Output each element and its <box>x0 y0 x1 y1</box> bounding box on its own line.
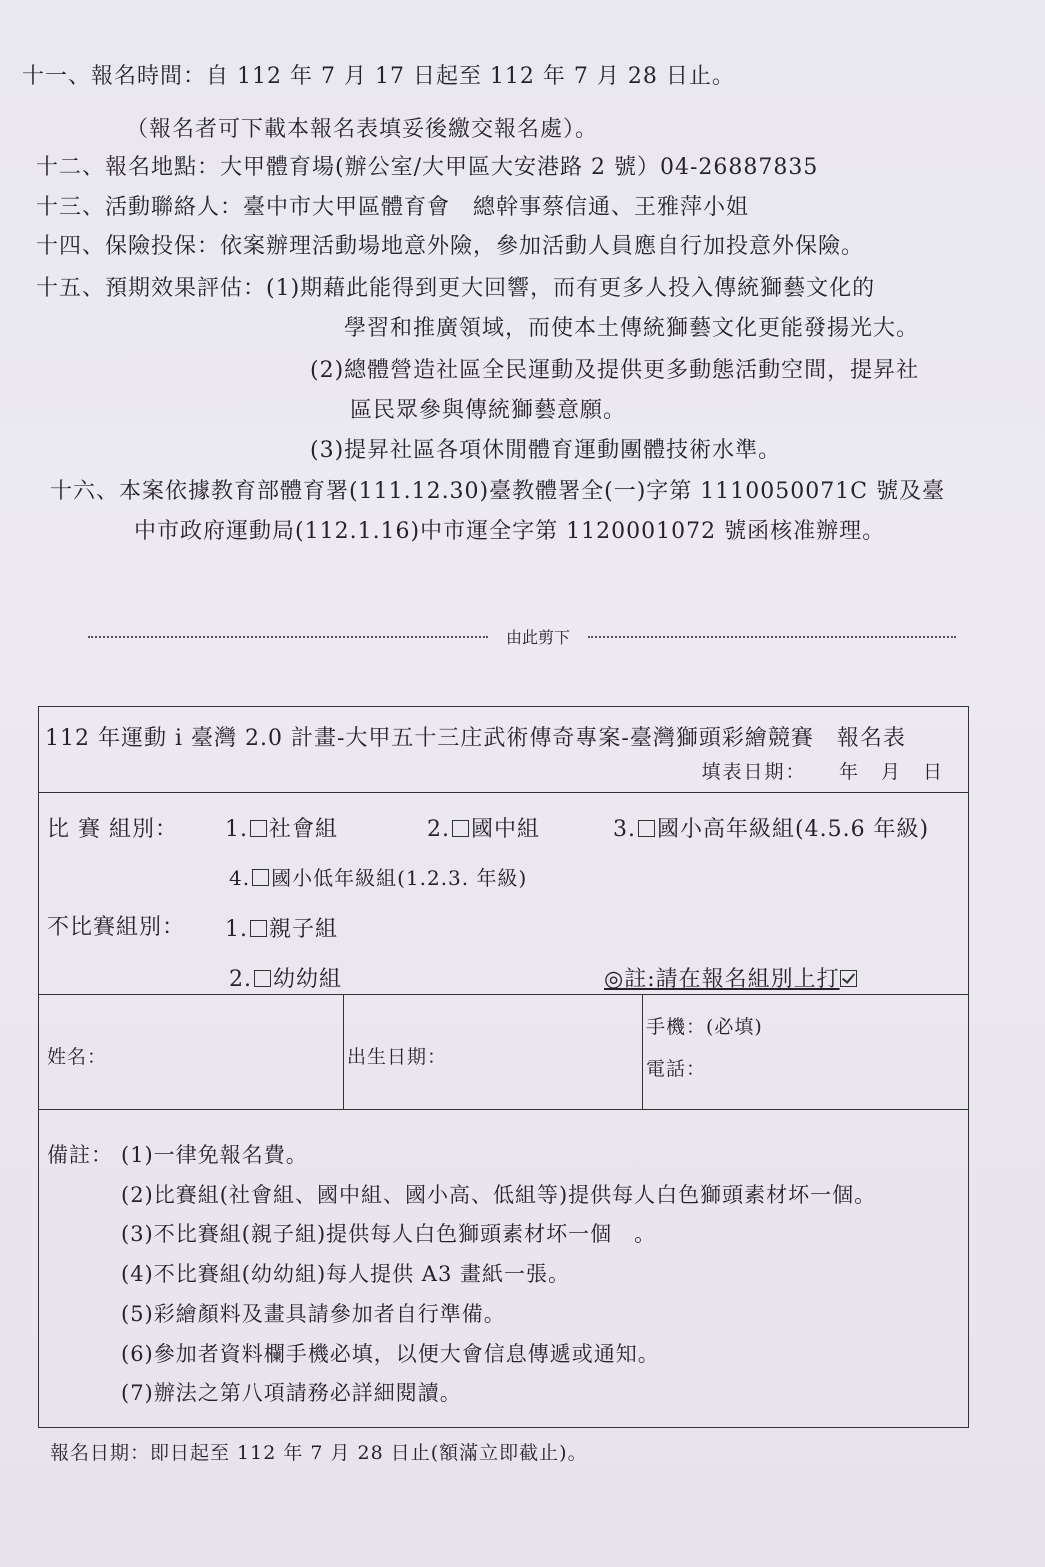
group-number: 3. <box>613 817 636 842</box>
note-item: (1)一律免報名費。 <box>121 1143 308 1167</box>
birth-cell[interactable] <box>343 994 643 1109</box>
fill-date[interactable]: 填表日期： 年 月 日 <box>701 761 944 783</box>
cut-line <box>88 626 956 650</box>
checkbox-preschool[interactable] <box>254 970 271 987</box>
note-item: (4)不比賽組(幼幼組)每人提供 A3 畫紙一張。 <box>121 1262 571 1286</box>
notes-title: 備註： <box>47 1143 113 1167</box>
checkbox-junior-high[interactable] <box>452 820 469 837</box>
checkbox-elementary-lower[interactable] <box>252 869 269 886</box>
checkbox-adult[interactable] <box>250 820 267 837</box>
section-registration-time: 十一、報名時間：自 112 年 7 月 17 日起至 112 年 7 月 28 日止。 <box>22 64 735 89</box>
section-legal-basis-cont: 中市政府運動局(112.1.16)中市運全字第 1120001072 號函核准辦理。 <box>134 519 886 544</box>
note-item: (2)比賽組(社會組、國中組、國小高、低組等)提供每人白色獅頭素材坏一個。 <box>121 1183 877 1207</box>
cut-dots-right <box>588 636 956 638</box>
note-item: (7)辦法之第八項請務必詳細閱讀。 <box>121 1381 462 1405</box>
cut-label: 由此剪下 <box>505 628 570 647</box>
group-number: 4. <box>229 866 251 890</box>
group-label: 親子組 <box>269 917 339 942</box>
mobile-label: 手機：(必填) <box>646 1016 763 1038</box>
check-instruction <box>604 962 857 993</box>
section-contact: 十三、活動聯絡人：臺中市大甲區體育會 總幹事蔡信通、王雅萍小姐 <box>36 195 750 220</box>
phone-cell[interactable] <box>642 994 968 1109</box>
group-label: 國小低年級組(1.2.3. 年級) <box>271 866 528 890</box>
section-registration-note: （報名者可下載本報名表填妥後繳交報名處）。 <box>126 117 599 142</box>
note-item: (3)不比賽組(親子組)提供每人白色獅頭素材坏一個 。 <box>121 1222 657 1246</box>
checked-box-icon <box>840 970 857 987</box>
birth-label: 出生日期： <box>347 1046 448 1068</box>
group-elementary-lower[interactable] <box>229 862 527 891</box>
cut-dots-left <box>88 636 488 638</box>
group-number: 1. <box>225 817 248 842</box>
group-junior-high[interactable] <box>427 812 540 843</box>
note-item: (6)參加者資料欄手機必填，以便大會信息傳遞或通知。 <box>121 1342 660 1366</box>
group-selection-row <box>39 792 968 995</box>
section-expected-effect: 十五、預期效果評估：(1)期藉此能得到更大回響，而有更多人投入傳統獅藝文化的 <box>36 276 876 301</box>
section-expected-effect-2: (2)總體營造社區全民運動及提供更多動態活動空間，提昇社 <box>310 358 920 383</box>
section-legal-basis: 十六、本案依據教育部體育署(111.12.30)臺教體署全(一)字第 1110050071C 號及臺 <box>50 479 946 504</box>
section-expected-effect-2-cont: 區民眾參與傳統獅藝意願。 <box>350 398 627 423</box>
name-label: 姓名： <box>47 1046 108 1068</box>
group-number: 1. <box>225 917 248 942</box>
checkbox-parent-child[interactable] <box>250 920 267 937</box>
group-preschool[interactable] <box>229 962 342 993</box>
notes-row <box>39 1109 968 1427</box>
note-item: (5)彩繪顏料及畫具請參加者自行準備。 <box>121 1302 506 1326</box>
group-number: 2. <box>427 817 450 842</box>
group-label: 幼幼組 <box>273 967 343 992</box>
section-expected-effect-cont: 學習和推廣領域，而使本土傳統獅藝文化更能發揚光大。 <box>344 316 920 341</box>
participant-info-row <box>39 994 968 1110</box>
check-instruction-text: ◎註:請在報名組別上打 <box>604 967 840 992</box>
group-elementary-upper[interactable] <box>613 812 929 843</box>
group-parent-child[interactable] <box>225 912 338 943</box>
registration-deadline: 報名日期：即日起至 112 年 7 月 28 日止(額滿立即截止)。 <box>50 1442 588 1464</box>
form-title: 112 年運動 i 臺灣 2.0 計畫-大甲五十三庄武術傳奇專案-臺灣獅頭彩繪競賽 報名表 <box>45 726 906 751</box>
registration-form <box>38 706 969 1428</box>
section-registration-place: 十二、報名地點：大甲體育場(辦公室/大甲區大安港路 2 號）04-26887835 <box>36 155 819 180</box>
section-insurance: 十四、保險投保：依案辦理活動場地意外險，參加活動人員應自行加投意外保險。 <box>36 234 865 259</box>
form-title-row <box>39 707 968 793</box>
group-label: 國中組 <box>471 817 541 842</box>
noncompetition-label: 不比賽組別： <box>47 915 186 940</box>
competition-label: 比 賽 組別： <box>47 817 178 842</box>
name-cell[interactable] <box>39 994 344 1109</box>
phone-label: 電話： <box>646 1058 707 1080</box>
group-number: 2. <box>229 967 252 992</box>
section-expected-effect-3: (3)提昇社區各項休閒體育運動團體技術水準。 <box>310 438 782 463</box>
group-label: 社會組 <box>269 817 339 842</box>
group-label: 國小高年級組(4.5.6 年級) <box>657 817 930 842</box>
checkbox-elementary-upper[interactable] <box>638 820 655 837</box>
group-adult[interactable] <box>225 812 338 843</box>
